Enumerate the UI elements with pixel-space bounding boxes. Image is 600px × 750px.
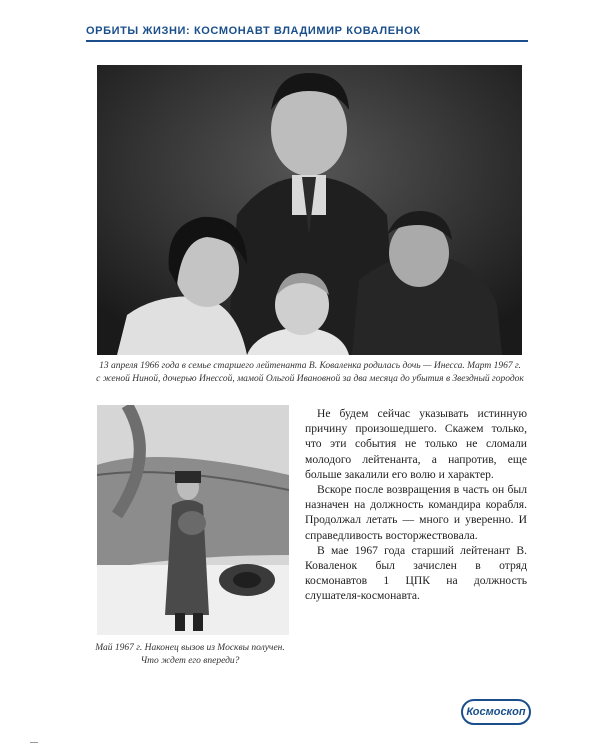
family-photo-caption (90, 360, 530, 386)
family-photo (97, 65, 522, 355)
body-paragraph: Не будем сейчас указывать истинную причину произошедшего. Скажем только, что эти события не только не сломали молодого лейтенанта, а напротив, еще больше закалили его волю и характер. (305, 407, 527, 481)
family-photo-caption-line2: с женой Ниной, дочерью Инессой, мамой Ольгой Ивановной за два месяца до убытия в Звездный городок (96, 374, 524, 384)
aircraft-photo-caption-line1: Май 1967 г. Наконец вызов из Москвы получен. (95, 643, 285, 653)
body-paragraph: Вскоре после возвращения в часть он был назначен на должность командира корабля. Продолжал летать — много и уверенно. И справедливость восторжествовала. (305, 483, 527, 542)
page-corner-mark (30, 742, 38, 743)
family-photo-caption-line1: 13 апреля 1966 года в семье старшего лейтенанта В. Коваленка родилась дочь — Инесса. Март 1967 г. (99, 361, 521, 371)
aircraft-photo-caption (90, 642, 290, 668)
kosmoskop-logo: Космоскоп (461, 699, 531, 725)
aircraft-photo-caption-line2: Что ждет его впереди? (140, 656, 240, 666)
article-body (305, 406, 527, 604)
header-divider (86, 40, 528, 42)
aircraft-photo (97, 405, 289, 635)
body-paragraph: В мае 1967 года старший лейтенант В. Коваленок был зачислен в отряд космонавтов 1 ЦПК на должность слушателя-космонавта. (305, 543, 527, 603)
page-header-title: ОРБИТЫ ЖИЗНИ: КОСМОНАВТ ВЛАДИМИР КОВАЛЕНОК (86, 25, 421, 37)
